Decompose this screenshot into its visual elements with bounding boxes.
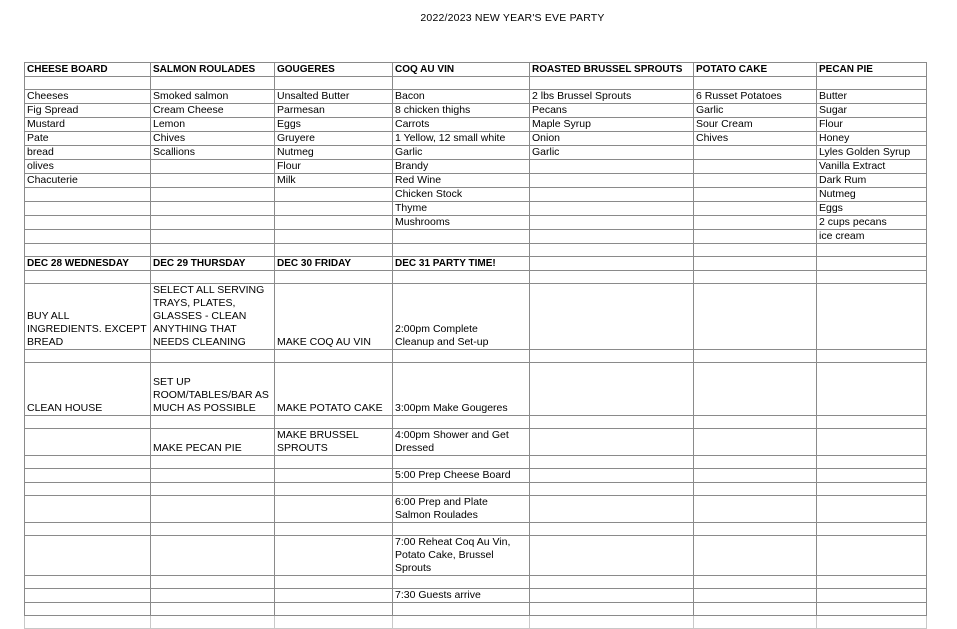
cell[interactable]	[694, 456, 817, 469]
cell[interactable]	[694, 284, 817, 350]
cell[interactable]: Eggs	[275, 118, 393, 132]
ingredient-row	[25, 160, 927, 174]
cell[interactable]	[530, 271, 694, 284]
cell[interactable]	[694, 616, 817, 629]
cell[interactable]: Pate	[25, 132, 151, 146]
cell[interactable]	[530, 496, 694, 523]
cell[interactable]	[530, 416, 694, 429]
cell[interactable]	[25, 416, 151, 429]
cell[interactable]	[275, 216, 393, 230]
cell[interactable]	[817, 244, 927, 257]
cell[interactable]	[151, 216, 275, 230]
cell[interactable]	[694, 496, 817, 523]
cell[interactable]	[694, 603, 817, 616]
cell[interactable]: Cream Cheese	[151, 104, 275, 118]
cell[interactable]	[25, 350, 151, 363]
menu-header-cell[interactable]: SALMON ROULADES	[151, 63, 275, 77]
cell[interactable]	[275, 202, 393, 216]
cell[interactable]	[694, 230, 817, 244]
cell[interactable]	[694, 271, 817, 284]
blank-row	[25, 350, 927, 363]
cell[interactable]	[530, 350, 694, 363]
cell[interactable]: Nutmeg	[817, 188, 927, 202]
cell[interactable]: 8 chicken thighs	[393, 104, 530, 118]
cell[interactable]	[25, 536, 151, 576]
blank-row	[25, 271, 927, 284]
cell[interactable]	[151, 416, 275, 429]
cell[interactable]	[817, 576, 927, 589]
cell[interactable]: bread	[25, 146, 151, 160]
cell[interactable]	[817, 77, 927, 90]
cell[interactable]	[275, 496, 393, 523]
cell[interactable]	[25, 483, 151, 496]
cell[interactable]	[275, 469, 393, 483]
cell[interactable]	[694, 523, 817, 536]
cell[interactable]: SET UP ROOM/TABLES/BAR AS MUCH AS POSSIBLE	[151, 363, 275, 416]
cell[interactable]	[151, 576, 275, 589]
blank-row	[25, 416, 927, 429]
cell[interactable]	[817, 483, 927, 496]
cell[interactable]	[25, 496, 151, 523]
blank-row	[25, 456, 927, 469]
cell[interactable]	[275, 576, 393, 589]
cell[interactable]	[694, 188, 817, 202]
cell[interactable]: 7:30 Guests arrive	[393, 589, 530, 603]
page-title: 2022/2023 NEW YEAR'S EVE PARTY	[420, 12, 605, 24]
cell[interactable]	[694, 160, 817, 174]
cell[interactable]	[25, 469, 151, 483]
cell[interactable]: Garlic	[530, 146, 694, 160]
schedule-row	[25, 363, 927, 416]
cell[interactable]: Vanilla Extract	[817, 160, 927, 174]
cell[interactable]	[151, 271, 275, 284]
cell[interactable]	[275, 416, 393, 429]
cell[interactable]	[151, 202, 275, 216]
cell[interactable]	[694, 146, 817, 160]
cell[interactable]: Bacon	[393, 90, 530, 104]
ingredient-row	[25, 188, 927, 202]
day-header-cell[interactable]: DEC 29 THURSDAY	[151, 257, 275, 271]
menu-header-cell[interactable]: CHEESE BOARD	[25, 63, 151, 77]
cell[interactable]	[817, 257, 927, 271]
cell[interactable]: Parmesan	[275, 104, 393, 118]
cell[interactable]	[151, 160, 275, 174]
cell[interactable]	[25, 456, 151, 469]
cell[interactable]	[25, 188, 151, 202]
blank-row	[25, 603, 927, 616]
cell[interactable]: Milk	[275, 174, 393, 188]
cell[interactable]: Lyles Golden Syrup	[817, 146, 927, 160]
cell[interactable]	[275, 244, 393, 257]
cell[interactable]	[694, 77, 817, 90]
cell[interactable]	[25, 216, 151, 230]
cell[interactable]: MAKE BRUSSEL SPROUTS	[275, 429, 393, 456]
cell[interactable]	[530, 202, 694, 216]
schedule-row	[25, 536, 927, 576]
cell[interactable]	[25, 271, 151, 284]
cell[interactable]	[694, 244, 817, 257]
cell[interactable]	[393, 77, 530, 90]
cell[interactable]	[275, 603, 393, 616]
cell[interactable]: 2 cups pecans	[817, 216, 927, 230]
day-header-cell[interactable]: DEC 28 WEDNESDAY	[25, 257, 151, 271]
cell[interactable]	[817, 350, 927, 363]
cell[interactable]: Maple Syrup	[530, 118, 694, 132]
cell[interactable]	[393, 456, 530, 469]
cell[interactable]	[817, 469, 927, 483]
cell[interactable]	[817, 523, 927, 536]
cell[interactable]: 1 Yellow, 12 small white	[393, 132, 530, 146]
cell[interactable]	[530, 174, 694, 188]
cell[interactable]: Red Wine	[393, 174, 530, 188]
cell[interactable]: Eggs	[817, 202, 927, 216]
cell[interactable]	[151, 469, 275, 483]
cell[interactable]	[817, 363, 927, 416]
cell[interactable]: Cheeses	[25, 90, 151, 104]
cell[interactable]	[151, 244, 275, 257]
cell[interactable]: MAKE POTATO CAKE	[275, 363, 393, 416]
cell[interactable]	[694, 174, 817, 188]
cell[interactable]	[817, 456, 927, 469]
menu-header-cell[interactable]: COQ AU VIN	[393, 63, 530, 77]
menu-header-row	[25, 63, 927, 77]
menu-header-cell[interactable]: GOUGERES	[275, 63, 393, 77]
cell[interactable]	[817, 429, 927, 456]
party-planning-sheet	[24, 62, 927, 629]
cell[interactable]: 2:00pm Complete Cleanup and Set-up	[393, 284, 530, 350]
cell[interactable]: Flour	[817, 118, 927, 132]
cell[interactable]	[694, 363, 817, 416]
cell[interactable]	[25, 603, 151, 616]
schedule-row	[25, 589, 927, 603]
cell[interactable]	[393, 230, 530, 244]
cell[interactable]	[275, 350, 393, 363]
schedule-row	[25, 284, 927, 350]
cell[interactable]	[151, 536, 275, 576]
blank-row	[25, 244, 927, 257]
cell[interactable]: Mustard	[25, 118, 151, 132]
cell[interactable]	[275, 523, 393, 536]
cell[interactable]	[393, 350, 530, 363]
cell[interactable]	[151, 483, 275, 496]
cell[interactable]	[151, 523, 275, 536]
cell[interactable]: SELECT ALL SERVING TRAYS, PLATES, GLASSES - CLEAN ANYTHING THAT NEEDS CLEANING	[151, 284, 275, 350]
cell[interactable]	[530, 576, 694, 589]
cell[interactable]: Smoked salmon	[151, 90, 275, 104]
ingredient-row	[25, 132, 927, 146]
cell[interactable]	[151, 496, 275, 523]
cell[interactable]	[530, 188, 694, 202]
cell[interactable]: Honey	[817, 132, 927, 146]
cell[interactable]	[530, 77, 694, 90]
cell[interactable]	[817, 496, 927, 523]
cell[interactable]	[530, 216, 694, 230]
cell[interactable]	[275, 589, 393, 603]
schedule-section	[25, 284, 927, 616]
blank-row	[25, 576, 927, 589]
cell[interactable]	[151, 350, 275, 363]
ingredient-row	[25, 202, 927, 216]
cell[interactable]	[530, 429, 694, 456]
menu-header-cell[interactable]: PECAN PIE	[817, 63, 927, 77]
cell[interactable]	[530, 284, 694, 350]
cell[interactable]	[393, 616, 530, 629]
cell[interactable]	[817, 616, 927, 629]
cell[interactable]: MAKE PECAN PIE	[151, 429, 275, 456]
menu-header-cell[interactable]: POTATO CAKE	[694, 63, 817, 77]
cell[interactable]	[530, 160, 694, 174]
cell[interactable]	[530, 363, 694, 416]
blank-row	[25, 523, 927, 536]
cell[interactable]	[530, 589, 694, 603]
cell[interactable]	[694, 576, 817, 589]
cell[interactable]	[817, 589, 927, 603]
cell[interactable]: Flour	[275, 160, 393, 174]
cell[interactable]	[151, 616, 275, 629]
cell[interactable]: CLEAN HOUSE	[25, 363, 151, 416]
cell[interactable]: 3:00pm Make Gougeres	[393, 363, 530, 416]
cell[interactable]	[275, 536, 393, 576]
cell[interactable]: Garlic	[393, 146, 530, 160]
ingredient-row	[25, 230, 927, 244]
cell[interactable]	[530, 244, 694, 257]
cell[interactable]: Brandy	[393, 160, 530, 174]
cell[interactable]	[393, 244, 530, 257]
schedule-row	[25, 429, 927, 456]
blank-row	[25, 77, 927, 90]
ingredient-row	[25, 146, 927, 160]
cell[interactable]	[393, 523, 530, 536]
cell[interactable]: Scallions	[151, 146, 275, 160]
cell[interactable]	[817, 284, 927, 350]
cell[interactable]	[275, 188, 393, 202]
ingredients-section	[25, 90, 927, 244]
cell[interactable]	[530, 536, 694, 576]
cell[interactable]: Dark Rum	[817, 174, 927, 188]
cell[interactable]: Sugar	[817, 104, 927, 118]
cell[interactable]	[530, 603, 694, 616]
cell[interactable]: Chives	[694, 132, 817, 146]
cell[interactable]	[694, 589, 817, 603]
blank-row	[25, 483, 927, 496]
schedule-row	[25, 469, 927, 483]
day-header-cell[interactable]: DEC 31 PARTY TIME!	[393, 257, 530, 271]
cell[interactable]	[151, 188, 275, 202]
cell[interactable]: Lemon	[151, 118, 275, 132]
cell[interactable]	[817, 271, 927, 284]
cell[interactable]	[817, 536, 927, 576]
cell[interactable]: Carrots	[393, 118, 530, 132]
cell[interactable]	[530, 469, 694, 483]
cell[interactable]	[275, 271, 393, 284]
cell[interactable]	[151, 230, 275, 244]
cell[interactable]	[694, 469, 817, 483]
cell[interactable]	[530, 483, 694, 496]
ingredient-row	[25, 90, 927, 104]
cell[interactable]	[694, 216, 817, 230]
cell[interactable]	[275, 230, 393, 244]
cell[interactable]: Chacuterie	[25, 174, 151, 188]
cell[interactable]: BUY ALL INGREDIENTS. EXCEPT BREAD	[25, 284, 151, 350]
cell[interactable]	[694, 416, 817, 429]
cell[interactable]	[393, 483, 530, 496]
cell[interactable]: Butter	[817, 90, 927, 104]
cell[interactable]	[694, 350, 817, 363]
cell[interactable]: olives	[25, 160, 151, 174]
cell[interactable]	[151, 603, 275, 616]
day-header-cell[interactable]: DEC 30 FRIDAY	[275, 257, 393, 271]
cell[interactable]: Thyme	[393, 202, 530, 216]
cell[interactable]	[25, 244, 151, 257]
schedule-row	[25, 496, 927, 523]
cell[interactable]: 7:00 Reheat Coq Au Vin, Potato Cake, Brussel Sprouts	[393, 536, 530, 576]
ingredient-row	[25, 118, 927, 132]
cell[interactable]: 4:00pm Shower and Get Dressed	[393, 429, 530, 456]
cell[interactable]	[275, 456, 393, 469]
blank-row	[25, 616, 927, 629]
cell[interactable]	[275, 616, 393, 629]
cell[interactable]	[25, 77, 151, 90]
cell[interactable]	[151, 77, 275, 90]
cell[interactable]	[393, 576, 530, 589]
cell[interactable]	[694, 202, 817, 216]
cell[interactable]	[530, 257, 694, 271]
cell[interactable]	[530, 616, 694, 629]
cell[interactable]	[530, 523, 694, 536]
cell[interactable]: Gruyere	[275, 132, 393, 146]
menu-header-cell[interactable]: ROASTED BRUSSEL SPROUTS	[530, 63, 694, 77]
cell[interactable]	[25, 230, 151, 244]
cell[interactable]: Chives	[151, 132, 275, 146]
cell[interactable]	[25, 589, 151, 603]
cell[interactable]: ice cream	[817, 230, 927, 244]
ingredient-row	[25, 174, 927, 188]
cell[interactable]: Chicken Stock	[393, 188, 530, 202]
cell[interactable]	[817, 603, 927, 616]
cell[interactable]	[25, 616, 151, 629]
cell[interactable]: 2 lbs Brussel Sprouts	[530, 90, 694, 104]
cell[interactable]	[393, 416, 530, 429]
ingredient-row	[25, 104, 927, 118]
cell[interactable]	[25, 576, 151, 589]
cell[interactable]	[393, 603, 530, 616]
cell[interactable]: 6 Russet Potatoes	[694, 90, 817, 104]
cell[interactable]	[694, 429, 817, 456]
cell[interactable]	[151, 589, 275, 603]
cell[interactable]	[151, 456, 275, 469]
cell[interactable]	[25, 523, 151, 536]
cell[interactable]: 6:00 Prep and Plate Salmon Roulades	[393, 496, 530, 523]
cell[interactable]: 5:00 Prep Cheese Board	[393, 469, 530, 483]
cell[interactable]: Garlic	[694, 104, 817, 118]
cell[interactable]: Pecans	[530, 104, 694, 118]
cell[interactable]	[530, 230, 694, 244]
cell[interactable]: MAKE COQ AU VIN	[275, 284, 393, 350]
cell[interactable]	[694, 536, 817, 576]
cell[interactable]	[275, 77, 393, 90]
day-header-row	[25, 257, 927, 271]
cell[interactable]: Nutmeg	[275, 146, 393, 160]
cell[interactable]	[25, 429, 151, 456]
cell[interactable]	[530, 456, 694, 469]
cell[interactable]	[151, 174, 275, 188]
cell[interactable]: Onion	[530, 132, 694, 146]
cell[interactable]	[817, 416, 927, 429]
cell[interactable]: Unsalted Butter	[275, 90, 393, 104]
ingredient-row	[25, 216, 927, 230]
cell[interactable]: Mushrooms	[393, 216, 530, 230]
cell[interactable]	[694, 483, 817, 496]
cell[interactable]	[694, 257, 817, 271]
cell[interactable]: Fig Spread	[25, 104, 151, 118]
cell[interactable]	[393, 271, 530, 284]
cell[interactable]: Sour Cream	[694, 118, 817, 132]
cell[interactable]	[275, 483, 393, 496]
cell[interactable]	[25, 202, 151, 216]
